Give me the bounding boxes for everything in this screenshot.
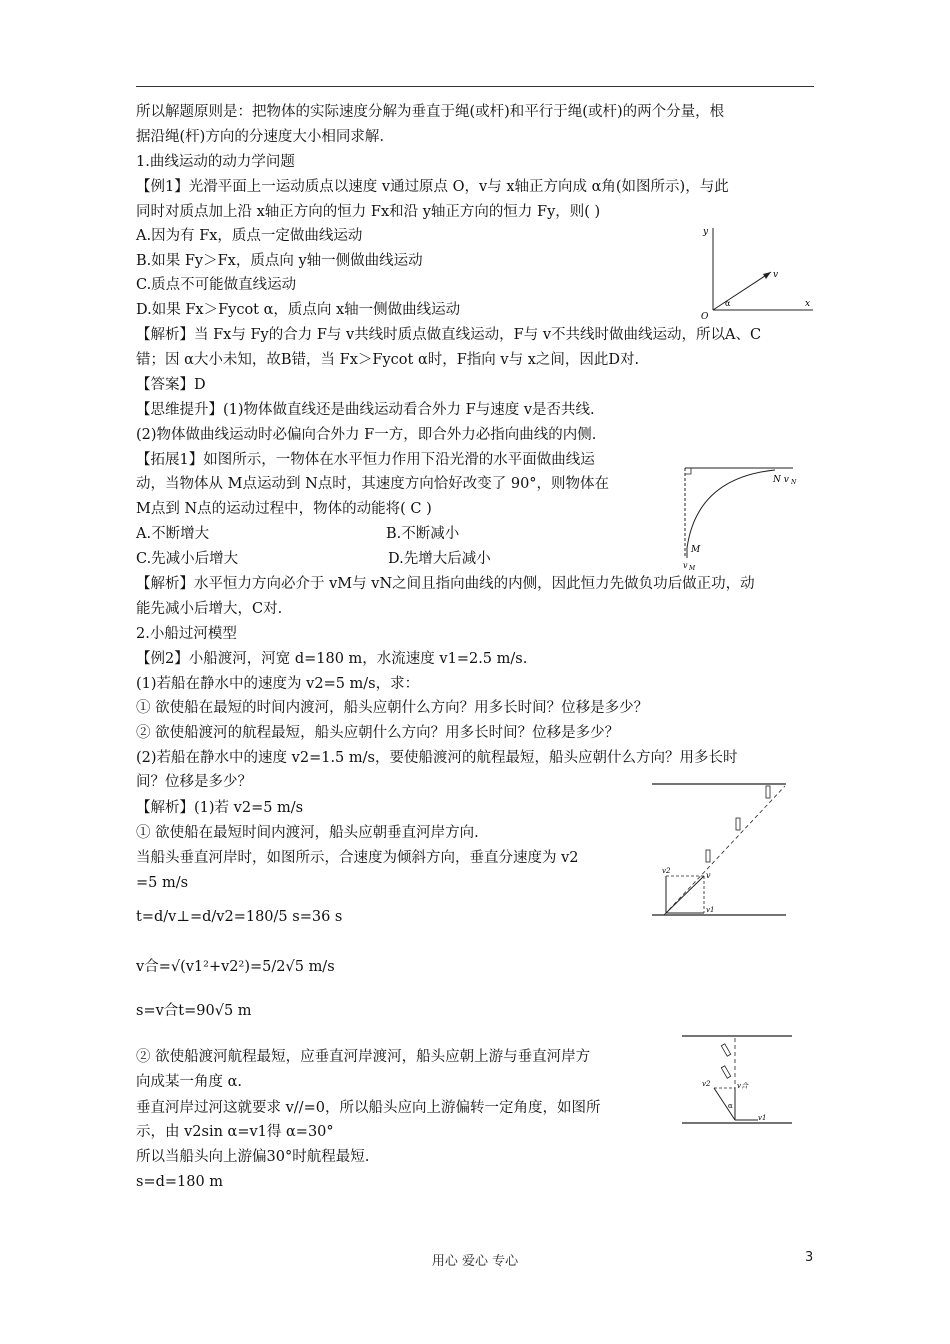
right-angle-mark	[685, 468, 691, 474]
option-b: B.如果 Fy＞Fx，质点向 y轴一侧做曲线运动	[136, 253, 423, 269]
paragraph-line: 间？位移是多少？	[136, 774, 252, 790]
option-b: B.不断减小	[386, 526, 460, 542]
v-resultant-label: v合	[737, 1082, 748, 1090]
answer-line: 【答案】D	[136, 377, 206, 393]
option-d: D.如果 Fx＞Fycot α，质点向 x轴一侧做曲线运动	[136, 302, 461, 318]
n-sub-label: N	[791, 479, 797, 486]
paragraph-line: (1)若船在静水中的速度为 v2=5 m/s，求：	[136, 676, 420, 692]
option-c: C.先减小后增大	[136, 551, 239, 567]
paragraph-line: (2)若船在静水中的速度 v2=1.5 m/s，要使船渡河的航程最短，船头应朝什么方向？用多长时	[136, 750, 738, 766]
path-line	[664, 786, 785, 915]
header-rule	[136, 86, 814, 87]
paragraph-line: ② 欲使船渡河航程最短，应垂直河岸渡河，船头应朝上游与垂直河岸方	[136, 1049, 591, 1065]
paragraph-line: s=d=180 m	[136, 1174, 224, 1190]
paragraph-line: 【解析】水平恒力方向必介于 vM与 vN之间且指向曲线的内侧，因此恒力先做负功后做正功，动	[136, 576, 755, 592]
paragraph-line: 当船头垂直河岸时，如图所示，合速度为倾斜方向，垂直分速度为 v2	[136, 850, 579, 866]
n-label: N v	[773, 475, 789, 485]
formula-line: s=v合t=90√5 m	[136, 1003, 252, 1019]
paragraph-line: 能先减小后增大，C对.	[136, 601, 283, 617]
velocity-axes-figure	[695, 222, 820, 322]
boat-shortest-time-figure	[650, 778, 790, 920]
x-label: x	[805, 299, 811, 309]
section-heading: 2.小船过河模型	[136, 626, 237, 642]
paragraph-line: 【拓展1】如图所示，一物体在水平恒力作用下沿光滑的水平面做曲线运	[136, 452, 595, 468]
paragraph-line: (2)物体做曲线运动时必偏向合外力 F一方，即合外力必指向曲线的内侧.	[136, 427, 597, 443]
paragraph-line: 【解析】当 Fx与 Fy的合力 F与 v共线时质点做直线运动，F与 v不共线时做曲线运动，所以A、C	[136, 327, 762, 343]
vm-sub-label: M	[689, 565, 696, 572]
paragraph-line: ② 欲使船渡河的航程最短，船头应朝什么方向？用多长时间？位移是多少？	[136, 725, 620, 741]
paragraph-line: 【解析】(1)若 v2=5 m/s	[136, 800, 304, 816]
page-number: 3	[805, 1250, 814, 1265]
m-label: M	[691, 545, 701, 555]
paragraph-line: ① 欲使船在最短的时间内渡河，船头应朝什么方向？用多长时间？位移是多少？	[136, 700, 649, 716]
boat-icon	[721, 1066, 730, 1078]
paragraph-line: 所以解题原则是：把物体的实际速度分解为垂直于绳(或杆)和平行于绳(或杆)的两个分量，根	[136, 104, 725, 120]
v-label: v	[706, 871, 711, 880]
resultant-vector	[666, 876, 704, 913]
option-a: A.因为有 Fx，质点一定做曲线运动	[136, 228, 363, 244]
vm-label: v	[683, 561, 688, 570]
v1-label: v1	[758, 1114, 767, 1122]
boat-icon	[736, 818, 740, 830]
velocity-vector	[713, 272, 771, 310]
formula-line: v合=√(v1²+v2²)=5/2√5 m/s	[136, 959, 335, 975]
paragraph-line: 垂直河岸过河这就要求 v//=0，所以船头应向上游偏转一定角度，如图所	[136, 1100, 601, 1116]
paragraph-line: 所以当船头向上游偏30°时航程最短.	[136, 1149, 370, 1165]
paragraph-line: 据沿绳(杆)方向的分速度大小相同求解.	[136, 129, 384, 145]
paragraph-line: 同时对质点加上沿 x轴正方向的恒力 Fx和沿 y轴正方向的恒力 Fy，则( )	[136, 204, 601, 220]
page-footer: 用心 爱心 专心	[431, 1254, 519, 1269]
paragraph-line: 动，当物体从 M点运动到 N点时，其速度方向恰好改变了 90°，则物体在	[136, 476, 610, 492]
paragraph-line: =5 m/s	[136, 875, 189, 891]
v1-label: v1	[706, 906, 715, 914]
boat-icon	[706, 850, 710, 862]
paragraph-line: 【例1】光滑平面上一运动质点以速度 v通过原点 O，v与 x轴正方向成 α角(如图所示)，与此	[136, 179, 729, 195]
paragraph-line: 【例2】小船渡河，河宽 d=180 m，水流速度 v1=2.5 m/s.	[136, 651, 528, 667]
v2-label: v2	[702, 1080, 711, 1088]
y-label: y	[703, 227, 709, 237]
origin-label: O	[701, 312, 709, 322]
paragraph-line: ① 欲使船在最短时间内渡河，船头应朝垂直河岸方向.	[136, 825, 479, 841]
option-d: D.先增大后减小	[388, 551, 491, 567]
paragraph-line: M点到 N点的运动过程中，物体的动能将( C )	[136, 501, 432, 517]
curve-path-figure	[675, 460, 810, 572]
arrow-head-icon	[763, 272, 771, 279]
alpha-label: α	[725, 299, 731, 308]
v2-label: v2	[662, 867, 671, 875]
paragraph-line: 向成某一角度 α.	[136, 1074, 243, 1090]
section-heading: 1.曲线运动的动力学问题	[136, 154, 295, 170]
option-a: A.不断增大	[136, 526, 210, 542]
option-c: C.质点不可能做直线运动	[136, 277, 297, 293]
paragraph-line: 错；因 α大小未知，故B错，当 Fx＞Fycot α时，F指向 v与 x之间，因此D对.	[136, 352, 640, 368]
boat-icon	[766, 786, 770, 798]
boat-icon	[721, 1044, 730, 1056]
boat-shortest-path-figure	[680, 1030, 795, 1128]
paragraph-line: 【思维提升】(1)物体做直线还是曲线运动看合外力 F与速度 v是否共线.	[136, 402, 595, 418]
v-label: v	[773, 270, 779, 280]
formula-line: t=d/v⊥=d/v2=180/5 s=36 s	[136, 909, 343, 925]
motion-curve	[687, 470, 775, 548]
alpha-label: α	[728, 1102, 733, 1110]
paragraph-line: 示，由 v2sin α=v1得 α=30°	[136, 1124, 334, 1140]
